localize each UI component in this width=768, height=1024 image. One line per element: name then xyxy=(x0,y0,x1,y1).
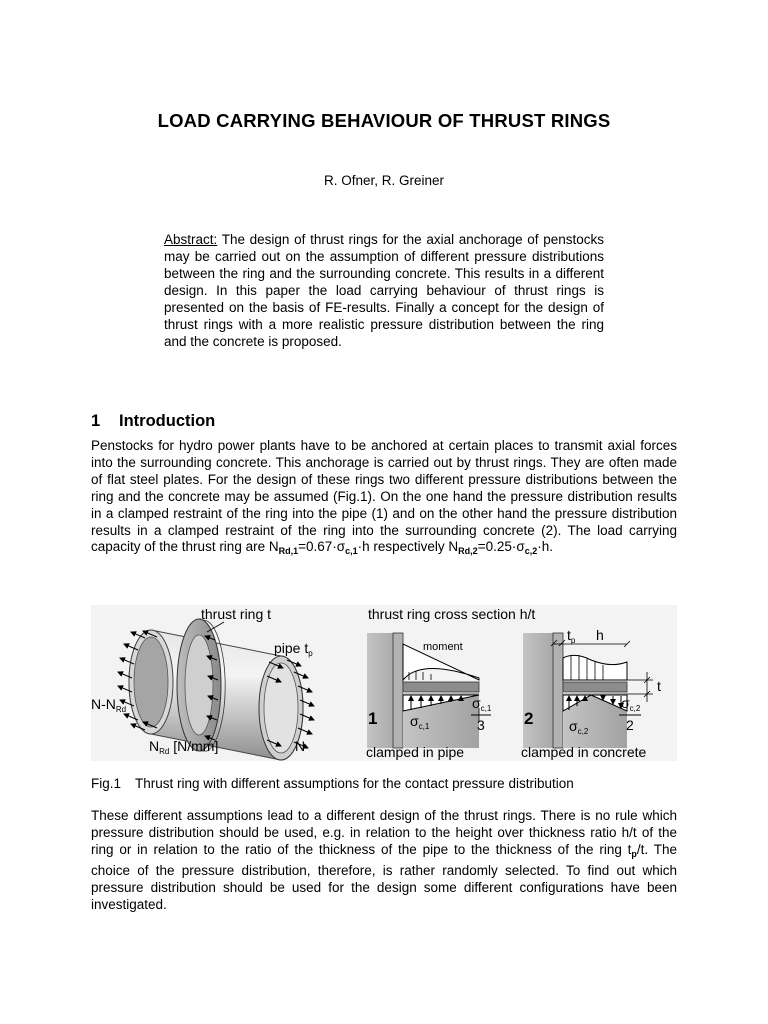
label-h: h xyxy=(596,627,604,643)
formula-n1-sub: Rd,1 xyxy=(278,546,299,557)
label-sigma-c2: $\sigma_{c,2}$ xyxy=(569,718,589,736)
intro-paragraph xyxy=(91,438,677,560)
section-number: 1 xyxy=(91,412,101,430)
label-n: N xyxy=(295,738,306,754)
formula-sigma2-sub: c,2 xyxy=(524,546,538,557)
label-div-3: 3 xyxy=(477,717,485,733)
label-pipe: pipe $t_p$ xyxy=(274,640,313,658)
formula-f1-end: ·h respectively xyxy=(357,539,449,555)
formula-n2-sub: Rd,2 xyxy=(458,546,478,557)
section-title: Introduction xyxy=(119,412,216,430)
abstract-text: The design of thrust rings for the axial anchorage of penstocks may be carried out on the assumption of different pressure distributions between the ring and the surrounding concrete. This results in a different design. In this paper the load carrying behaviour of thrust rings is presented on the basis of FE-results. Finally a concept for the design of thrust rings with a more realistic pressure distribution between the ring and the concrete is proposed. xyxy=(164,232,604,349)
label-thrust-ring: thrust ring t xyxy=(201,606,272,622)
label-cross-section: thrust ring cross section h/t xyxy=(368,606,536,622)
formula-sigma1: σ xyxy=(336,539,346,555)
abstract-label: Abstract: xyxy=(164,232,218,247)
formula-n2: N xyxy=(448,539,459,555)
label-case-2: 2 xyxy=(524,709,534,728)
formula-sigma2: σ xyxy=(516,539,525,555)
formula-sigma1-sub: c,1 xyxy=(345,546,358,557)
label-tp: $t_p$ xyxy=(567,627,576,645)
label-sigma-c2-frac: $\sigma_{c,2}$ xyxy=(621,695,641,713)
abstract xyxy=(164,231,604,350)
label-sigma-c1-frac: $\sigma_{c,1}$ xyxy=(472,695,492,713)
formula-f2-end: ·h. xyxy=(537,539,553,555)
label-clamped-pipe: clamped in pipe xyxy=(366,744,465,760)
authors: R. Ofner, R. Greiner xyxy=(323,173,445,188)
formula-f1: =0.67· xyxy=(298,539,337,555)
caption-label: Fig.1 xyxy=(91,776,122,791)
paragraph-2 xyxy=(91,808,677,913)
formula-n1: N xyxy=(268,539,279,555)
label-nrd: $N_{Rd}$ [N/mm] xyxy=(149,738,219,756)
formula-f2: =0.25· xyxy=(477,539,517,555)
intro-text: Penstocks for hydro power plants have to be anchored at certain places to transmit axial forces into the surrounding concrete. This anchorage is carried out by thrust rings. They are often made of flat steel plates. For the design of these rings two different pressure distributions between the ring and the concrete may be assumed (Fig.1). On the one hand the pressure distribution results in a clamped restraint of the ring into the pipe (1) and on the other hand the pressure distribution results in a clamped restraint of the ring into the surrounding concrete (2). The load carrying capacity of the thrust ring are xyxy=(91,438,677,555)
figure-caption xyxy=(91,776,574,791)
label-sigma-c1: $\sigma_{c,1}$ xyxy=(410,713,430,731)
caption-text: Thrust ring with different assumptions for the contact pressure distribution xyxy=(135,776,574,791)
label-moment: moment xyxy=(423,641,463,653)
label-case-1: 1 xyxy=(368,709,378,728)
paper-title: LOAD CARRYING BEHAVIOUR OF THRUST RINGS xyxy=(157,110,611,131)
paragraph-2-text-b: /t. The choice of the pressure distribution, therefore, is rather randomly selected. To find out which pressure distribution should be used for the design some different configurations have been investigated. xyxy=(91,841,677,912)
label-clamped-concrete: clamped in concrete xyxy=(521,744,647,760)
label-t: t xyxy=(657,678,661,694)
paragraph-2-sub: p xyxy=(631,848,637,859)
label-div-2: 2 xyxy=(626,717,634,733)
paragraph-2-text-a: These different assumptions lead to a different design of the thrust rings. There is no rule which pressure distribution should be used, e.g. in relation to the height over thickness ratio h/t of the ring or in relation to the ratio of the thickness of the pipe to the thickness of the ring t xyxy=(91,808,677,857)
section-heading xyxy=(91,412,215,431)
label-n-minus-nrd: $N-N_{Rd}$ xyxy=(91,696,127,714)
figure-thrust-ring xyxy=(91,600,677,764)
